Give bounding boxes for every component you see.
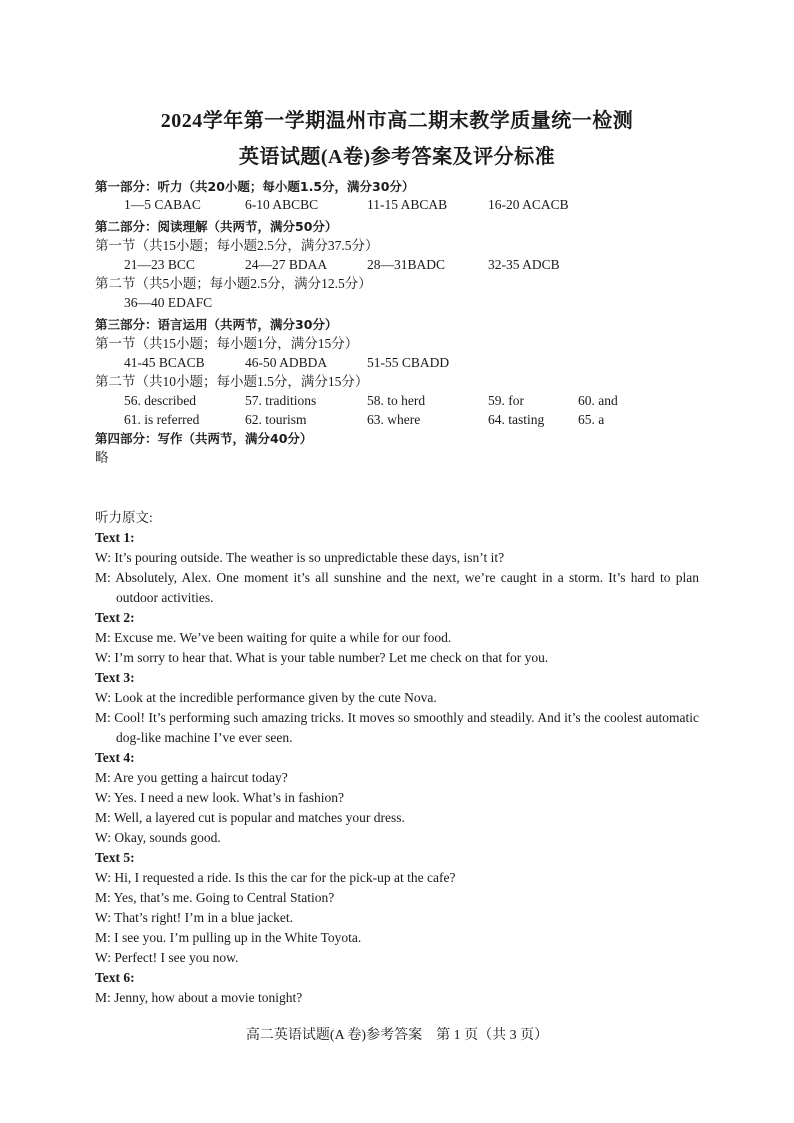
part2-section2-heading: 第二节（共5小题；每小题2.5分，满分12.5分） xyxy=(95,276,372,291)
part2-heading: 第二部分：阅读理解（共两节，满分50分） xyxy=(95,219,338,234)
dialogue-line: W: Hi, I requested a ride. Is this the car for the pick-up at the cafe? xyxy=(95,870,456,885)
blank-answer: 60. and xyxy=(578,393,618,408)
part1-heading: 第一部分：听力（共20小题；每小题1.5分，满分30分） xyxy=(95,179,415,194)
dialogue-line: M: Are you getting a haircut today? xyxy=(95,770,288,785)
text-label: Text 6: xyxy=(95,970,135,985)
dialogue-line: M: Well, a layered cut is popular and matches your dress. xyxy=(95,810,405,825)
dialogue-line-text: M: Absolutely, Alex. One moment it’s all sunshine and the next, we’re caught in a storm. It’s hard to plan outdoor activities. xyxy=(95,570,699,605)
dialogue-line: W: Perfect! I see you now. xyxy=(95,950,239,965)
dialogue-line: W: Look at the incredible performance given by the cute Nova. xyxy=(95,690,437,705)
blank-answer: 64. tasting xyxy=(488,412,545,427)
part4-content: 略 xyxy=(95,450,109,465)
text-label: Text 5: xyxy=(95,850,135,865)
answer-group: 24—27 BDAA xyxy=(245,257,328,272)
answer-group: 36—40 EDAFC xyxy=(124,295,213,310)
part3-heading: 第三部分：语言运用（共两节，满分30分） xyxy=(95,317,338,332)
part3-section1-heading: 第一节（共15小题；每小题1分，满分15分） xyxy=(95,336,359,351)
answer-group: 41-45 BCACB xyxy=(124,355,205,370)
blank-answer: 59. for xyxy=(488,393,524,408)
answer-group: 16-20 ACACB xyxy=(488,197,569,212)
part2-section1-heading: 第一节（共15小题；每小题2.5分，满分37.5分） xyxy=(95,238,379,253)
transcript-title: 听力原文: xyxy=(95,510,153,525)
blank-answer: 58. to herd xyxy=(367,393,426,408)
blank-answer: 57. traditions xyxy=(245,393,317,408)
answer-group: 51-55 CBADD xyxy=(367,355,450,370)
answer-group: 32-35 ADCB xyxy=(488,257,560,272)
dialogue-line: W: Okay, sounds good. xyxy=(95,830,221,845)
text-label: Text 2: xyxy=(95,610,135,625)
dialogue-line: M: Yes, that’s me. Going to Central Station? xyxy=(95,890,335,905)
blank-answer: 56. described xyxy=(124,393,196,408)
page-footer: 高二英语试题(A 卷)参考答案 第 1 页（共 3 页） xyxy=(245,1028,549,1043)
answer-group: 46-50 ADBDA xyxy=(245,355,328,370)
blank-answer: 61. is referred xyxy=(124,412,200,427)
text-label: Text 4: xyxy=(95,750,135,765)
part3-section2-heading: 第二节（共10小题；每小题1.5分，满分15分） xyxy=(95,374,369,389)
dialogue-line: W: Yes. I need a new look. What’s in fashion? xyxy=(95,790,344,805)
text-label: Text 1: xyxy=(95,530,135,545)
dialogue-line xyxy=(95,568,699,608)
dialogue-line-text: M: Cool! It’s performing such amazing tricks. It moves so smoothly and steadily. And it’s the coolest automatic dog-like machine I’ve ever seen. xyxy=(95,710,699,745)
answer-group: 1—5 CABAC xyxy=(124,197,201,212)
text-label: Text 3: xyxy=(95,670,135,685)
part4-heading: 第四部分：写作（共两节，满分40分） xyxy=(95,431,313,446)
dialogue-line: M: I see you. I’m pulling up in the White Toyota. xyxy=(95,930,362,945)
dialogue-line: M: Jenny, how about a movie tonight? xyxy=(95,990,303,1005)
answer-group: 21—23 BCC xyxy=(124,257,195,272)
answer-group: 11-15 ABCAB xyxy=(367,197,448,212)
exam-title: 2024学年第一学期温州市高二期末教学质量统一检测 xyxy=(160,110,634,132)
exam-subtitle: 英语试题(A卷)参考答案及评分标准 xyxy=(238,146,556,168)
answer-group: 6-10 ABCBC xyxy=(245,197,319,212)
dialogue-line: W: I’m sorry to hear that. What is your table number? Let me check on that for you. xyxy=(95,650,549,665)
blank-answer: 63. where xyxy=(367,412,421,427)
answer-group: 28—31BADC xyxy=(367,257,446,272)
dialogue-line: W: That’s right! I’m in a blue jacket. xyxy=(95,910,293,925)
dialogue-line xyxy=(95,708,699,748)
transcript-body xyxy=(95,528,699,1008)
dialogue-line: M: Excuse me. We’ve been waiting for quite a while for our food. xyxy=(95,630,452,645)
blank-answer: 62. tourism xyxy=(245,412,307,427)
dialogue-line: W: It’s pouring outside. The weather is so unpredictable these days, isn’t it? xyxy=(95,550,505,565)
blank-answer: 65. a xyxy=(578,412,605,427)
